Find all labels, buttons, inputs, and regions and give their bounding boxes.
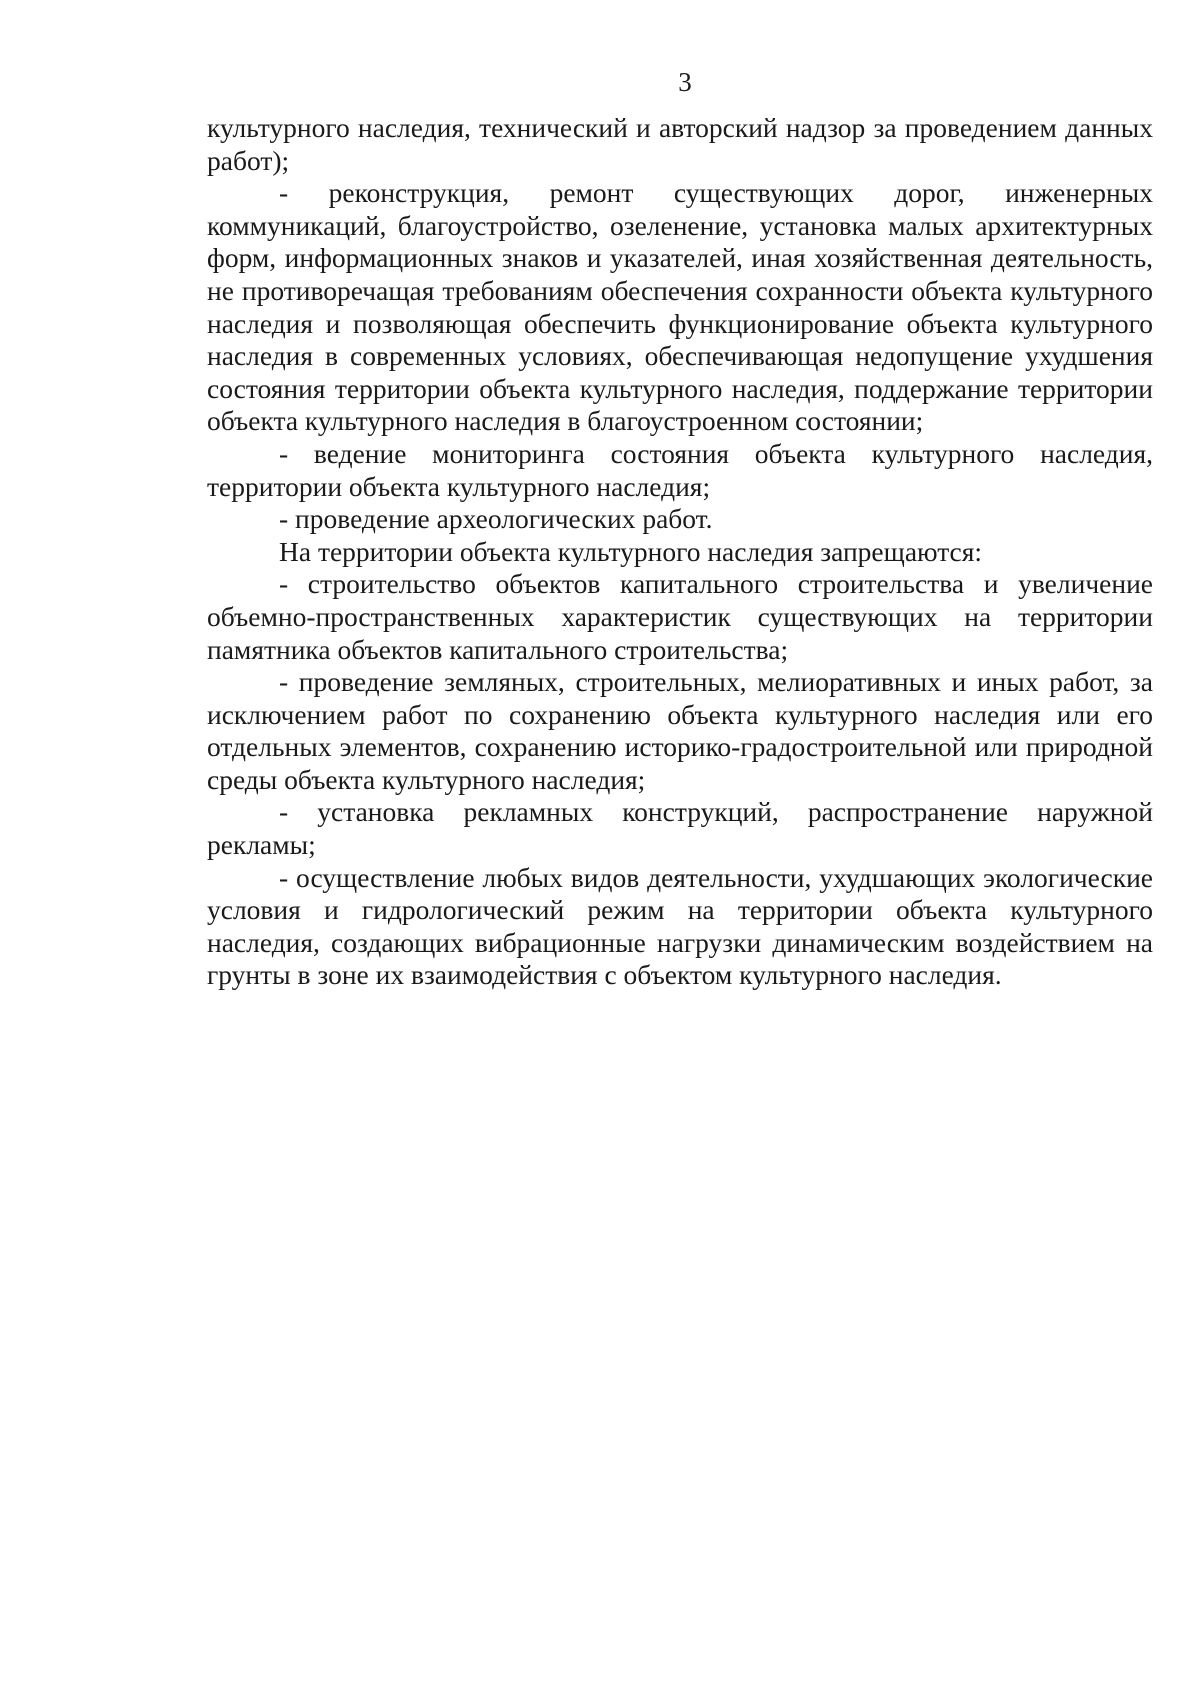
paragraph-2: - реконструкция, ремонт существующих дорог, инженерных коммуникаций, благоустройство, озеленение, установка малых архитектурных форм, информационных знаков и указателей, иная хозяйственная деятельность, не противоречащая требованиям обеспечения сохранности объекта культурного наследия и позволяющая обеспечить функционирование объекта культурного наследия в современных условиях, обеспечивающая недопущение ухудшения состояния территории объекта культурного наследия, поддержание территории объекта культурного наследия в благоустроенном состоянии; xyxy=(207,177,1153,437)
paragraph-8: - установка рекламных конструкций, распространение наружной рекламы; xyxy=(207,796,1153,861)
paragraph-6: - строительство объектов капитального строительства и увеличение объемно-пространственных характеристик существующих на территории памятника объектов капитального строительства; xyxy=(207,568,1153,665)
paragraph-9: - осуществление любых видов деятельности, ухудшающих экологические условия и гидрологический режим на территории объекта культурного наследия, создающих вибрационные нагрузки динамическим воздействием на грунты в зоне их взаимодействия с объектом культурного наследия. xyxy=(207,861,1153,991)
paragraph-4: - проведение археологических работ. xyxy=(279,503,713,535)
document-body xyxy=(207,112,1153,992)
page-number: 3 xyxy=(678,67,692,97)
paragraph-3: - ведение мониторинга состояния объекта культурного наследия, территории объекта культурного наследия; xyxy=(207,437,1153,502)
paragraph-7: - проведение земляных, строительных, мелиоративных и иных работ, за исключением работ по сохранению объекта культурного наследия или его отдельных элементов, сохранению историко-градостроительной или природной среды объекта культурного наследия; xyxy=(207,666,1153,795)
paragraph-1: культурного наследия, технический и авторский надзор за проведением данных работ); xyxy=(207,112,1153,176)
paragraph-5: На территории объекта культурного наследия запрещаются: xyxy=(279,535,983,567)
